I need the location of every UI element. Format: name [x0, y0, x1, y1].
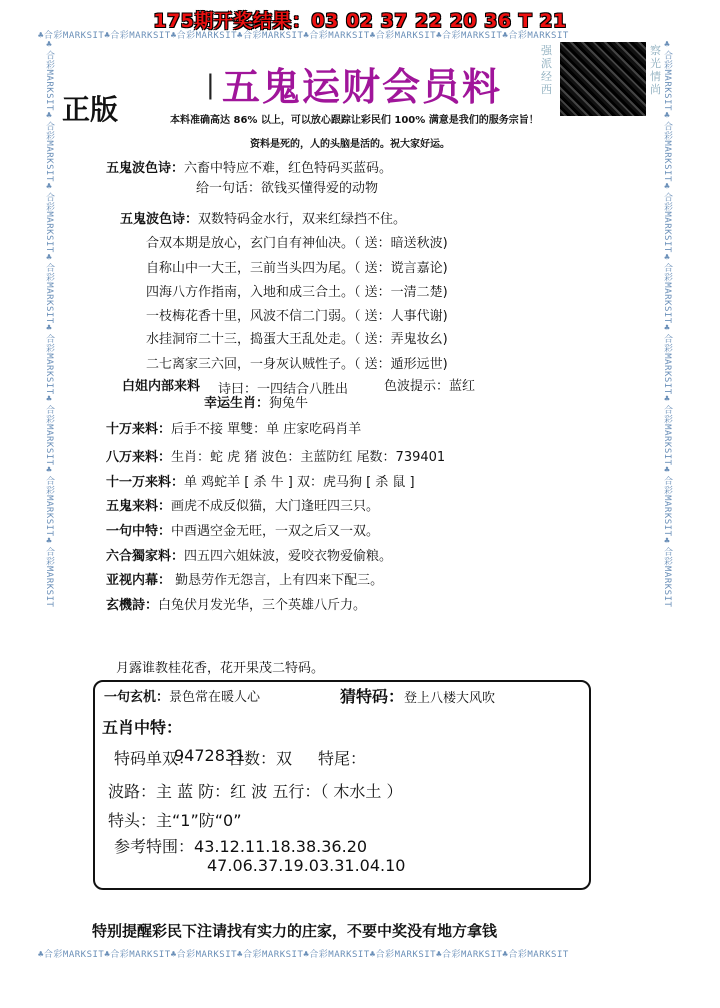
- row-yashi: [106, 569, 383, 588]
- draw-result-banner: 175期开奖结果：03 02 37 22 20 36 T 21: [153, 10, 567, 32]
- row-label: 一句中特：: [106, 524, 172, 539]
- row-text: 勤恳劳作无怨言，上有四来下配三。: [171, 573, 384, 588]
- row-text: 四五四六姐妹波，爱咬衣物爱偷粮。: [184, 549, 393, 564]
- box-cankao-row1: 43.12.11.18.38.36.20: [194, 837, 368, 856]
- poem2-verse-6: 二七离家三六回，一身灰认贼性子。（ 送：遁形远世): [146, 357, 448, 372]
- poem1-label: 五鬼波色诗：: [106, 161, 185, 176]
- poem2-verse-5: 水挂洞帘二十三，捣蛋大王乱处走。（ 送：弄鬼妆幺): [146, 332, 448, 347]
- row-label: 十万来料：: [106, 422, 172, 437]
- row-shiyiwan: [106, 471, 415, 490]
- box-bolu: 波路：主 蓝 防：红 波 五行：（ 木水土 ）: [108, 782, 403, 801]
- row-xuanji: [106, 594, 366, 613]
- row-label: 十一万来料：: [106, 475, 185, 490]
- box-cankao-row2: 47.06.37.19.03.31.04.10: [207, 856, 406, 875]
- row-text: 白兔伏月发光华，三个英雄八斤力。: [158, 598, 367, 613]
- row-bawan: [106, 446, 445, 465]
- row-text: 后手不接 單雙：单 庄家吃码肖羊: [171, 422, 362, 437]
- poem1-line2: 给一句话：欲钱买懂得爱的动物: [196, 181, 379, 196]
- box-cai-text: 登上八楼大风吹: [404, 691, 496, 706]
- poem2-line: [120, 208, 406, 227]
- box-heshu: 合数：双: [228, 749, 293, 768]
- baiji-poem: 诗曰：一四结合八胜出: [218, 382, 349, 397]
- row-label: 亚视内幕：: [106, 573, 172, 588]
- box-tewei: 特尾：: [318, 749, 367, 768]
- poem2-verse-2: 自称山中一大王，三前当头四为尾。（ 送：谠言嘉论): [146, 261, 448, 276]
- stamp-right: 察光情尚: [650, 44, 661, 96]
- row-wugui: [106, 495, 379, 514]
- box-cai: [340, 684, 495, 707]
- box-cankao: [114, 834, 367, 857]
- poem2-verse-3: 四海八方作指南，入地和成三合土。（ 送：一清二楚): [146, 285, 448, 300]
- moon-line: 月露谁教桂花香，花开果茂二特码。: [116, 661, 325, 676]
- zhengban-label: 正版: [62, 93, 119, 126]
- poem2-verse-4: 一枝梅花香十里，风波不信二门弱。（ 送：人事代谢): [146, 309, 448, 324]
- row-text: 画虎不成反似猫，大门逢旺四三只。: [171, 499, 380, 514]
- row-text: 中酉遇空金无旺，一双之后又一双。: [171, 524, 380, 539]
- row-text: 生肖：蛇 虎 猪 波色：主蓝防红 尾数：739401: [171, 450, 446, 465]
- page-title: 五鬼运财会员料: [222, 65, 503, 109]
- baiji-lucky-line: [204, 392, 308, 411]
- border-bottom: ♣合彩MARKSIT♣合彩MARKSIT♣合彩MARKSIT♣合彩MARKSIT♣合彩MARKSIT♣合彩MARKSIT♣合彩MARKSIT♣合彩MARKSIT: [38, 950, 569, 960]
- baiji-color-tip: 色波提示：蓝红: [384, 379, 476, 394]
- box-danshuang-overlap: 9472831: [174, 746, 246, 765]
- box-xuanji-text: 景色常在暖人心: [169, 690, 261, 705]
- border-top: ♣合彩MARKSIT♣合彩MARKSIT♣合彩MARKSIT♣合彩MARKSIT♣合彩MARKSIT♣合彩MARKSIT♣合彩MARKSIT♣合彩MARKSIT: [38, 31, 569, 41]
- box-tetou: 特头：主“1”防“0”: [108, 811, 242, 830]
- row-label: 八万来料：: [106, 450, 172, 465]
- title-bar-mark: |: [206, 70, 215, 100]
- row-label: 玄機詩：: [106, 598, 159, 613]
- baiji-label: 白姐内部来料: [122, 379, 201, 394]
- stamp-left: 强派经西: [541, 44, 552, 96]
- poem2-label: 五鬼波色诗：: [120, 212, 199, 227]
- box-cankao-label: 参考特围：: [114, 837, 195, 856]
- baiji-lucky-value: 狗兔牛: [269, 396, 309, 411]
- row-shiwan: [106, 418, 361, 437]
- row-liuhe: [106, 545, 392, 564]
- tagline-luck: 资料是死的，人的头脑是活的。祝大家好运。: [250, 139, 450, 150]
- footer-warning: 特别提醒彩民下注请找有实力的庄家，不要中奖没有地方拿钱: [92, 922, 498, 940]
- poem1-text: 六畜中特应不难，红色特码买蓝码。: [184, 161, 393, 176]
- row-label: 六合獨家料：: [106, 549, 185, 564]
- border-left: ♣合彩MARKSIT♣合彩MARKSIT♣合彩MARKSIT♣合彩MARKSIT♣合彩MARKSIT♣合彩MARKSIT♣合彩MARKSIT♣合彩MARKSIT: [44, 40, 54, 608]
- row-label: 五鬼来料：: [106, 499, 172, 514]
- qr-code-image: [560, 42, 646, 116]
- poem2-text: 双数特码金水行，双来红绿挡不住。: [198, 212, 407, 227]
- row-yiju: [106, 520, 379, 539]
- poem1-line: [106, 157, 392, 176]
- border-right: ♣合彩MARKSIT♣合彩MARKSIT♣合彩MARKSIT♣合彩MARKSIT♣合彩MARKSIT♣合彩MARKSIT♣合彩MARKSIT♣合彩MARKSIT: [662, 40, 672, 608]
- box-danshuang-prefix: 特码单双：: [114, 749, 195, 768]
- box-cai-label: 猜特码：: [340, 687, 405, 706]
- tagline-accuracy: 本料准确高达 86% 以上，可以放心跟踪让彩民们 100% 满意是我们的服务宗旨！: [170, 115, 539, 126]
- box-xuanji: [104, 686, 260, 705]
- box-wuxiao: 五肖中特：: [102, 718, 183, 737]
- row-text: 单 鸡蛇羊 [ 杀 牛 ] 双：虎马狗 [ 杀 鼠 ]: [184, 475, 415, 490]
- poem2-verse-1: 合双本期是放心，玄门自有神仙决。（ 送：暗送秋波): [146, 236, 448, 251]
- box-xuanji-label: 一句玄机：: [104, 690, 170, 705]
- baiji-lucky-label: 幸运生肖：: [204, 396, 270, 411]
